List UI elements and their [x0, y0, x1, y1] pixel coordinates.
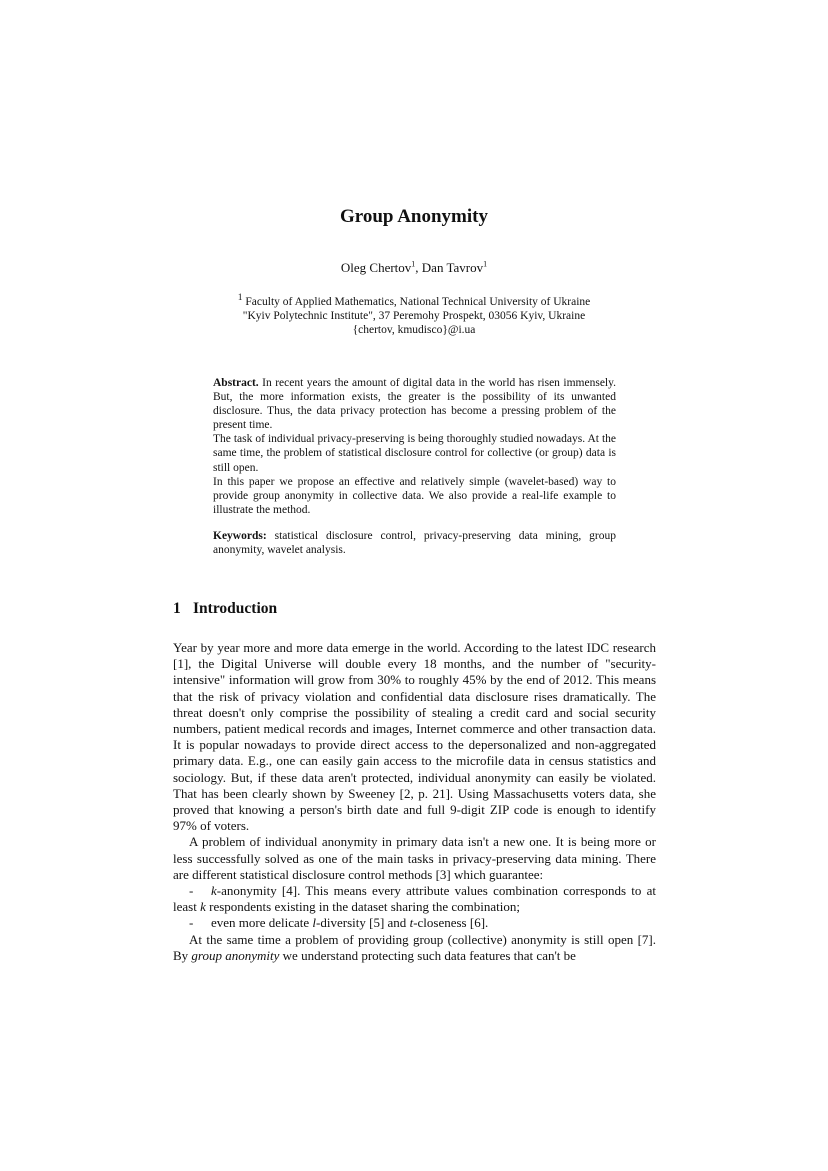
- email-line: {chertov, kmudisco}@i.ua: [352, 323, 476, 336]
- list-dash: -: [189, 883, 194, 899]
- affiliation-text: Faculty of Applied Mathematics, National Technical University of Ukraine: [245, 295, 591, 308]
- body-paragraph: Year by year more and more data emerge in the world. According to the latest IDC research [1], the Digital Universe will double every 18 months, and the number of "security-intensive" information will grow from 30% to roughly 45% by the end of 2012. This means that the risk of privacy violation and confidential data disclosure rises dramatically. The threat doesn't only comprise the possibility of stealing a credit card and social security numbers, patient medical records and images, Internet commerce and other transaction data. It is popular nowadays to provide direct access to the depersonalized and non-aggregated primary data. E.g., one can easily gain access to the microfile data in census statistics and sociology. But, if these data aren't protected, individual anonymity can easily be violated. That has been clearly shown by Sweeney [2, p. 21]. Using Massachusetts voters data, she proved that knowing a person's birth date and full 9-digit ZIP code is enough to identify 97% of voters.: [173, 640, 656, 834]
- body-text: [173, 640, 656, 964]
- section-number: 1: [173, 600, 181, 617]
- list-dash: -: [189, 915, 194, 931]
- abstract: [213, 376, 616, 517]
- paper-title: Group Anonymity: [340, 206, 488, 227]
- affiliation-marker: 1: [483, 259, 488, 269]
- abstract-text: In recent years the amount of digital data in the world has risen immensely. But, the more information exists, the greater is the possibility of its unwanted disclosure. Thus, the data privacy protection has become a pressing problem of the present time.: [213, 377, 616, 432]
- affiliation-block: [0, 291, 828, 337]
- paragraph-text: we understand protecting such data features that can't be: [279, 947, 576, 963]
- keywords: [213, 529, 616, 557]
- affiliation-line: [0, 291, 828, 309]
- author-separator: ,: [415, 260, 422, 275]
- list-text: respondents existing in the dataset sharing the combination;: [205, 899, 520, 915]
- author-list: [0, 260, 828, 276]
- body-paragraph: A problem of individual anonymity in primary data isn't a new one. It is being more or less successfully solved as one of the main tasks in privacy-preserving data mining. There are different statistical disclosure control methods [3] which guarantee:: [173, 834, 656, 882]
- italic-term: k: [211, 883, 217, 899]
- affiliation-line: "Kyiv Polytechnic Institute", 37 Peremohy Prospekt, 03056 Kyiv, Ukraine: [242, 309, 586, 322]
- abstract-paragraph: The task of individual privacy-preserving is being thoroughly studied nowadays. At the same time, the problem of statistical disclosure control for collective (or group) data is still open.: [213, 433, 616, 474]
- italic-term: l: [312, 915, 317, 931]
- keywords-text: statistical disclosure control, privacy-preserving data mining, group anonymity, wavelet analysis.: [213, 530, 617, 556]
- abstract-paragraph: [213, 376, 616, 432]
- list-text: -diversity [5] and: [316, 915, 410, 931]
- author-name: Oleg Chertov: [340, 260, 412, 275]
- affiliation-marker: 1: [237, 292, 243, 303]
- list-item: [173, 915, 656, 931]
- section-title: Introduction: [193, 600, 278, 617]
- list-text: -closeness [6].: [413, 915, 489, 931]
- keywords-label: Keywords:: [213, 530, 267, 542]
- italic-term: t: [409, 915, 414, 931]
- abstract-label: Abstract.: [213, 377, 259, 389]
- list-text: even more delicate: [211, 915, 313, 931]
- author-name: Dan Tavrov: [421, 260, 484, 275]
- body-paragraph: [173, 932, 656, 964]
- section-heading: [173, 600, 277, 618]
- abstract-paragraph: In this paper we propose an effective and relatively simple (wavelet-based) way to provide group anonymity in collective data. We also provide a real-life example to illustrate the method.: [213, 475, 616, 516]
- paragraph-text: At the same time a problem of providing group (collective) anonymity is still open [7]. By: [173, 931, 656, 963]
- affiliation-marker: 1: [411, 259, 416, 269]
- italic-term: k: [200, 899, 206, 915]
- list-text: -anonymity [4]. This means every attribute values combination corresponds to at least: [173, 883, 656, 915]
- list-item: [173, 883, 656, 915]
- italic-term: group anonymity: [191, 947, 280, 963]
